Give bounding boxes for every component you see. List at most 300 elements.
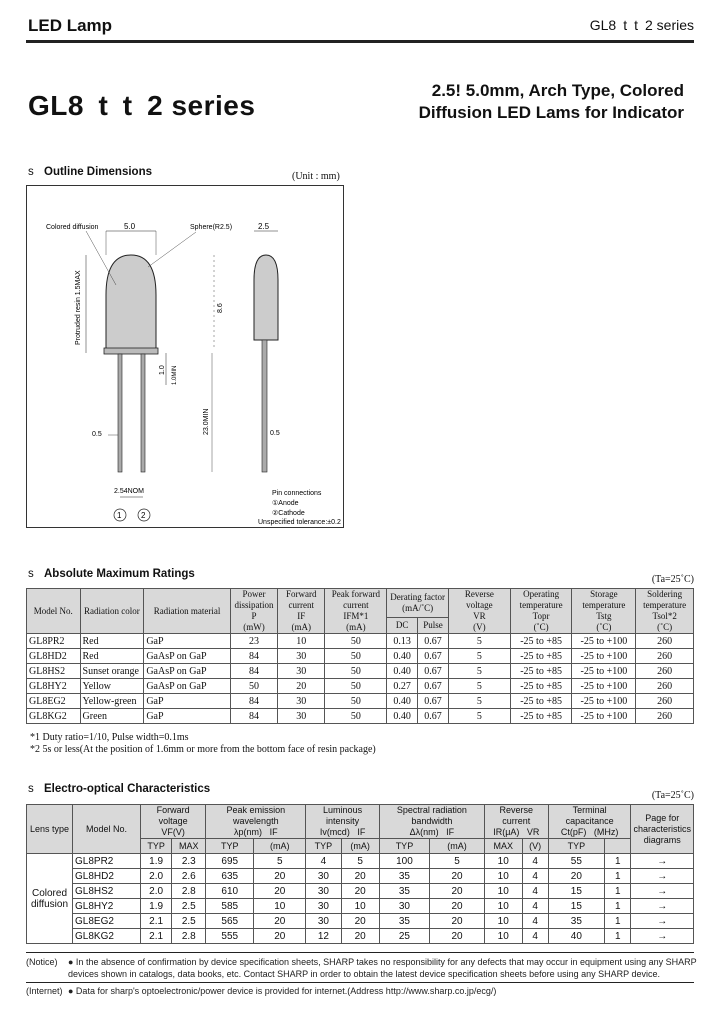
table-cell: 2.5	[172, 914, 206, 929]
table-cell: Green	[80, 709, 144, 724]
pin-connections-cathode: ②Cathode	[272, 510, 305, 517]
lum-if: IF	[357, 827, 366, 837]
table-cell: GL8KG2	[73, 929, 141, 944]
table-cell: 84	[230, 694, 277, 709]
sub-typ: TYP	[141, 839, 172, 854]
table-cell: GL8EG2	[27, 694, 81, 709]
table-cell: GL8HS2	[27, 664, 81, 679]
col-page	[631, 805, 694, 854]
leader-sphere	[148, 232, 196, 267]
tolerance-note: Unspecified tolerance:±0.2	[258, 519, 341, 526]
lum-h1: Luminous intensity	[323, 805, 363, 826]
rev-h1: Reverse current	[499, 805, 534, 826]
footnote-2: *2 5s or less(At the position of 1.6mm or more from the bottom face of resin package)	[30, 744, 376, 755]
label-protruded: Protruded resin 1.5MAX	[75, 270, 82, 345]
vr-h2: VR	[473, 611, 486, 621]
table-cell: GL8KG2	[27, 709, 81, 724]
lum-h2	[308, 827, 376, 838]
spec-h2	[382, 827, 482, 838]
ifm-h2: IFM*1	[343, 611, 369, 621]
power-h3: (mW)	[243, 622, 265, 632]
col-dc: DC	[387, 617, 418, 633]
table-cell: 4	[522, 914, 548, 929]
pin-2-label: 2	[141, 511, 146, 520]
abs-max-heading	[28, 568, 195, 580]
power-h2: P	[251, 611, 257, 621]
page-arrow[interactable]: →	[631, 884, 694, 899]
col-model: Model No.	[27, 589, 81, 634]
table-cell: 1	[605, 914, 631, 929]
lead-cathode	[141, 354, 145, 472]
col-rev	[484, 805, 548, 839]
notes-divider-2	[26, 982, 694, 983]
table-cell: 20	[254, 869, 306, 884]
table-cell: GaAsP on GaP	[144, 649, 230, 664]
electro-table	[26, 804, 694, 944]
page-arrow[interactable]: →	[631, 914, 694, 929]
table-cell: 260	[636, 649, 694, 664]
spec-dl: Δλ(nm)	[409, 827, 439, 837]
peak-if: IF	[269, 827, 278, 837]
electro-condition: (Ta=25˚C)	[651, 790, 694, 801]
abs-max-body	[27, 634, 694, 724]
outline-heading	[28, 166, 152, 178]
table-cell: 4	[522, 929, 548, 944]
table-row	[27, 899, 694, 914]
sub-blank	[605, 839, 631, 854]
table-row	[27, 634, 694, 649]
table-cell: 30	[379, 899, 429, 914]
page-arrow[interactable]: →	[631, 869, 694, 884]
rev-ir: IR(μA)	[493, 827, 520, 837]
table-cell: Yellow-green	[80, 694, 144, 709]
sub-ma: (mA)	[430, 839, 485, 854]
term-ct: Ct(pF)	[560, 827, 587, 837]
notice-text-2: devices shown in catalogs, data books, etc. Contact SHARP in order to obtain the latest device specification sheets before using any SHARP device.	[68, 969, 661, 979]
table-cell: 50	[230, 679, 277, 694]
table-cell: Red	[80, 649, 144, 664]
table-cell: 5	[254, 854, 306, 869]
electro-body	[27, 854, 694, 944]
abs-max-condition: (Ta=25˚C)	[651, 574, 694, 585]
sub-ma: (mA)	[254, 839, 306, 854]
table-cell: GaAsP on GaP	[144, 664, 230, 679]
pin-1-label: 1	[117, 511, 122, 520]
col-derating	[387, 589, 449, 618]
table-cell: 30	[278, 709, 325, 724]
table-cell: 30	[278, 694, 325, 709]
table-cell: 20	[341, 929, 379, 944]
sub-typ: TYP	[306, 839, 341, 854]
term-h2	[551, 827, 629, 838]
derating-h2: (mA/˚C)	[402, 602, 434, 613]
table-cell: 84	[230, 649, 277, 664]
peak-lp: λp(nm)	[234, 827, 263, 837]
table-cell: GL8HD2	[73, 869, 141, 884]
peak-h1: Peak emission wavelength	[226, 805, 286, 826]
table-cell: 20	[548, 869, 604, 884]
table-cell: 0.13	[387, 634, 418, 649]
topr-h2: Topr	[532, 611, 550, 621]
page-subtitle	[419, 80, 684, 124]
table-cell: 0.67	[418, 679, 449, 694]
table-cell: 50	[325, 634, 387, 649]
subtitle-line-2: Diffusion LED Lams for Indicator	[418, 103, 684, 122]
outline-drawing	[26, 185, 356, 530]
table-cell: 2.6	[172, 869, 206, 884]
pin-connections-title: Pin connections	[272, 490, 322, 497]
col-lum	[306, 805, 379, 839]
table-cell: 5	[448, 634, 510, 649]
table-cell: Sunset orange	[80, 664, 144, 679]
table-cell: GL8HD2	[27, 649, 81, 664]
table-cell: 50	[325, 664, 387, 679]
section-bullet: s	[28, 568, 34, 580]
table-cell: 635	[206, 869, 254, 884]
electro-heading-text: Electro-optical Characteristics	[44, 783, 211, 795]
table-cell: 260	[636, 694, 694, 709]
ifm-h3: (mA)	[346, 622, 366, 632]
vr-h3: (V)	[473, 622, 486, 632]
peak-h2	[208, 827, 303, 838]
table-cell: GaP	[144, 694, 230, 709]
footnote-1: *1 Duty ratio=1/10, Pulse width=0.1ms	[30, 732, 189, 743]
table-cell: GL8HY2	[27, 679, 81, 694]
spec-h1: Spectral radiation bandwidth	[396, 805, 467, 826]
table-cell: 1	[605, 929, 631, 944]
col-lens: Lens type	[27, 805, 73, 854]
tsol-h2: Tsol*2	[652, 611, 677, 621]
table-row	[27, 679, 694, 694]
table-cell: -25 to +100	[572, 634, 636, 649]
table-cell: 4	[522, 884, 548, 899]
table-cell: 25	[379, 929, 429, 944]
col-spec	[379, 805, 484, 839]
table-cell: 695	[206, 854, 254, 869]
table-cell: 10	[484, 854, 522, 869]
table-cell: GL8HS2	[73, 884, 141, 899]
table-cell: 50	[325, 694, 387, 709]
table-row	[27, 929, 694, 944]
table-cell: 35	[379, 884, 429, 899]
table-cell: 5	[448, 694, 510, 709]
table-cell: 84	[230, 664, 277, 679]
table-cell: 30	[306, 869, 341, 884]
table-cell: 5	[448, 649, 510, 664]
rev-vr: VR	[526, 827, 540, 837]
table-cell: 20	[341, 869, 379, 884]
topr-h1: Operating temperature	[519, 589, 563, 610]
table-cell: -25 to +85	[510, 709, 572, 724]
table-cell: 20	[254, 884, 306, 899]
table-cell: 5	[341, 854, 379, 869]
dim-2-54: 2.54NOM	[114, 488, 144, 495]
table-cell: 5	[448, 679, 510, 694]
table-cell: 2.3	[172, 854, 206, 869]
table-cell: 260	[636, 679, 694, 694]
table-cell: Yellow	[80, 679, 144, 694]
table-cell: GaP	[144, 634, 230, 649]
dim-0-5-right: 0.5	[270, 430, 280, 437]
table-cell: 2.8	[172, 929, 206, 944]
sub-typ: TYP	[206, 839, 254, 854]
dim-5-0: 5.0	[124, 222, 136, 231]
page-h2: characteristics	[633, 823, 691, 834]
table-cell: 20	[430, 869, 485, 884]
table-cell: -25 to +85	[510, 679, 572, 694]
abs-max-table	[26, 588, 694, 724]
table-cell: -25 to +100	[572, 679, 636, 694]
table-cell: 20	[254, 929, 306, 944]
abs-max-heading-text: Absolute Maximum Ratings	[44, 568, 195, 580]
table-cell: 5	[448, 709, 510, 724]
table-cell: 260	[636, 709, 694, 724]
col-ifm	[325, 589, 387, 634]
led-flange	[104, 348, 158, 354]
col-vf	[141, 805, 206, 839]
col-term	[548, 805, 631, 839]
page-arrow[interactable]: →	[631, 929, 694, 944]
col-peak	[206, 805, 306, 839]
dim-2-5: 2.5	[258, 222, 270, 231]
lead-anode	[118, 354, 122, 472]
table-cell: 2.5	[172, 899, 206, 914]
table-cell: 84	[230, 709, 277, 724]
dim-0-5-left: 0.5	[92, 431, 102, 438]
table-row	[27, 709, 694, 724]
table-cell: 585	[206, 899, 254, 914]
vr-h1: Reverse voltage	[464, 589, 494, 610]
header-title: LED Lamp	[28, 16, 113, 35]
tstg-h3: (˚C)	[596, 622, 612, 632]
table-cell: Red	[80, 634, 144, 649]
section-bullet: s	[28, 783, 34, 795]
table-cell: 565	[206, 914, 254, 929]
table-cell: 0.67	[418, 694, 449, 709]
table-cell: 2.0	[141, 884, 172, 899]
derating-h1: Derating factor	[390, 591, 445, 602]
col-power	[230, 589, 277, 634]
internet-text: ● Data for sharp's optoelectronic/power device is provided for internet.(Address http://www.sharp.co.jp/ecg/)	[68, 986, 497, 996]
sub-ma: (mA)	[341, 839, 379, 854]
table-row	[27, 884, 694, 899]
table-cell: 2.1	[141, 929, 172, 944]
table-row	[27, 694, 694, 709]
page-arrow[interactable]: →	[631, 854, 694, 869]
table-cell: GaP	[144, 709, 230, 724]
table-cell: 20	[341, 914, 379, 929]
table-cell: 30	[306, 914, 341, 929]
table-cell: GaAsP on GaP	[144, 679, 230, 694]
drawing-frame	[27, 186, 344, 528]
table-cell: -25 to +85	[510, 664, 572, 679]
page-h3: diagrams	[643, 834, 681, 845]
notice-label: (Notice)	[26, 957, 58, 967]
dim-1-0-min: 1.0MIN	[172, 365, 178, 385]
table-row	[27, 664, 694, 679]
subtitle-line-1: 2.5! 5.0mm, Arch Type, Colored	[431, 81, 684, 100]
ifm-h1: Peak forward current	[331, 589, 380, 610]
table-cell: 4	[522, 869, 548, 884]
table-cell: 1.9	[141, 899, 172, 914]
dim-23-min: 23.0MIN	[203, 408, 210, 435]
if-h3: (mA)	[291, 622, 312, 632]
table-cell: 1	[605, 884, 631, 899]
pin-connections-anode: ①Anode	[272, 500, 299, 507]
table-cell: 50	[325, 709, 387, 724]
table-cell: 5	[430, 854, 485, 869]
table-cell: 0.67	[418, 649, 449, 664]
table-cell: 10	[484, 899, 522, 914]
table-cell: 2.8	[172, 884, 206, 899]
page-arrow[interactable]: →	[631, 899, 694, 914]
vf-h1: Forward voltage	[156, 805, 190, 826]
table-row	[27, 869, 694, 884]
table-cell: 0.67	[418, 634, 449, 649]
table-row	[27, 854, 694, 869]
table-cell: 20	[254, 914, 306, 929]
table-cell: 23	[230, 634, 277, 649]
lead-side	[262, 340, 267, 472]
power-h1: Power dissipation	[234, 589, 274, 610]
if-h2: IF	[297, 611, 306, 621]
table-cell: GL8PR2	[27, 634, 81, 649]
page-h1: Page for	[645, 812, 680, 823]
dim-8-6: 8.6	[217, 303, 224, 313]
table-cell: -25 to +100	[572, 664, 636, 679]
table-cell: 20	[430, 899, 485, 914]
col-material: Radiation material	[144, 589, 230, 634]
col-topr	[510, 589, 572, 634]
table-cell: 0.40	[387, 694, 418, 709]
table-cell: 30	[306, 884, 341, 899]
table-cell: 10	[341, 899, 379, 914]
page-title: GL8 t t 2 series	[28, 90, 256, 121]
table-cell: 260	[636, 664, 694, 679]
table-cell: 555	[206, 929, 254, 944]
table-cell: -25 to +100	[572, 649, 636, 664]
table-cell: 5	[448, 664, 510, 679]
rev-h2	[487, 827, 546, 838]
col-tsol	[636, 589, 694, 634]
table-cell: 0.40	[387, 664, 418, 679]
table-cell: -25 to +100	[572, 694, 636, 709]
label-colored-diffusion: Colored diffusion	[46, 224, 99, 231]
col-color: Radiation color	[80, 589, 144, 634]
dim-1-0: 1.0	[159, 365, 166, 375]
table-cell: -25 to +85	[510, 649, 572, 664]
table-cell: -25 to +100	[572, 709, 636, 724]
sub-max: MAX	[172, 839, 206, 854]
lum-iv: Iv(mcd)	[319, 827, 350, 837]
table-cell: 20	[278, 679, 325, 694]
table-cell: 4	[522, 854, 548, 869]
table-cell: GL8PR2	[73, 854, 141, 869]
table-cell: 1.9	[141, 854, 172, 869]
table-cell: 30	[306, 899, 341, 914]
table-cell: 100	[379, 854, 429, 869]
table-cell: 10	[278, 634, 325, 649]
table-cell: 40	[548, 929, 604, 944]
table-cell: 35	[548, 914, 604, 929]
table-cell: 30	[278, 664, 325, 679]
leader-colored	[86, 231, 116, 285]
notice	[26, 956, 697, 980]
table-cell: 1	[605, 869, 631, 884]
table-cell: 10	[484, 929, 522, 944]
sub-typ: TYP	[548, 839, 604, 854]
header-divider	[26, 40, 694, 43]
table-cell: 30	[278, 649, 325, 664]
col-vr	[448, 589, 510, 634]
table-cell: 0.27	[387, 679, 418, 694]
tstg-h1: Storage temperature	[582, 589, 626, 610]
electro-heading	[28, 783, 210, 795]
table-cell: 610	[206, 884, 254, 899]
tstg-h2: Tstg	[596, 611, 612, 621]
table-cell: 4	[522, 899, 548, 914]
col-model: Model No.	[73, 805, 141, 854]
col-pulse: Pulse	[418, 617, 449, 633]
table-cell: GL8HY2	[73, 899, 141, 914]
outline-heading-text: Outline Dimensions	[44, 166, 152, 178]
table-row	[27, 649, 694, 664]
table-cell: 50	[325, 649, 387, 664]
table-cell: 0.67	[418, 709, 449, 724]
header-series: GL8 t t 2 series	[589, 17, 694, 33]
table-cell: 10	[484, 914, 522, 929]
internet-label: (Internet)	[26, 986, 63, 996]
table-cell: 15	[548, 899, 604, 914]
term-h1: Terminal capacitance	[565, 805, 614, 826]
table-cell: 10	[484, 884, 522, 899]
table-cell: 2.1	[141, 914, 172, 929]
table-row	[27, 914, 694, 929]
label-sphere: Sphere(R2.5)	[190, 224, 233, 231]
table-cell: 20	[430, 884, 485, 899]
table-cell: 15	[548, 884, 604, 899]
table-cell: 10	[484, 869, 522, 884]
table-cell: 20	[430, 914, 485, 929]
tsol-h3: (˚C)	[657, 622, 673, 632]
table-cell: GL8EG2	[73, 914, 141, 929]
table-cell: 4	[306, 854, 341, 869]
table-cell: 1	[605, 899, 631, 914]
table-cell: 0.40	[387, 649, 418, 664]
internet-note	[26, 985, 496, 997]
table-cell: -25 to +85	[510, 634, 572, 649]
spec-if: IF	[446, 827, 455, 837]
table-cell: -25 to +85	[510, 694, 572, 709]
tsol-h1: Soldering temperature	[643, 589, 687, 610]
outline-unit: (Unit : mm)	[292, 171, 340, 182]
sub-typ: TYP	[379, 839, 429, 854]
table-cell: 10	[254, 899, 306, 914]
section-bullet: s	[28, 166, 34, 178]
table-cell: 12	[306, 929, 341, 944]
led-body-front	[106, 255, 156, 353]
lens-type-cell: Colored diffusion	[27, 854, 73, 944]
term-mhz: (MHz)	[593, 827, 619, 837]
notes-divider	[26, 952, 694, 953]
sub-max: MAX	[484, 839, 522, 854]
notice-text-1: ● In the absence of confirmation by device specification sheets, SHARP takes no responsibility for any defects that may occur in equipment using any SHARP	[68, 957, 697, 967]
vf-h2: VF(V)	[161, 827, 185, 837]
col-if	[278, 589, 325, 634]
table-cell: 20	[341, 884, 379, 899]
table-cell: 20	[430, 929, 485, 944]
table-cell: 2.0	[141, 869, 172, 884]
